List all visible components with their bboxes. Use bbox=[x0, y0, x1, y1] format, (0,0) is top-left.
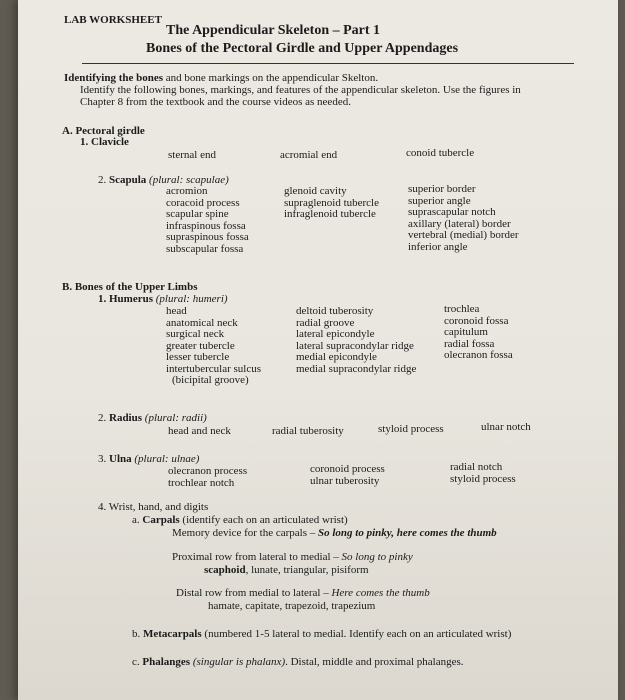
radius-item: head and neck bbox=[168, 425, 231, 437]
phalanges-singular: (singular is phalanx) bbox=[190, 656, 286, 668]
phalanges-note: . Distal, middle and proximal phalanges. bbox=[285, 656, 464, 668]
clavicle-item: sternal end bbox=[168, 149, 216, 161]
list-item: head bbox=[166, 305, 187, 317]
list-item: styloid process bbox=[450, 472, 516, 485]
list-item: surgical neck bbox=[166, 328, 225, 340]
proximal-row-line bbox=[172, 551, 413, 563]
page-subtitle: Bones of the Pectoral Girdle and Upper Appendages bbox=[146, 41, 459, 56]
carpals-line bbox=[132, 514, 348, 526]
list-item: olecranon fossa bbox=[444, 349, 513, 361]
memory-phrase: So long to pinky, here comes the thumb bbox=[318, 527, 497, 539]
memory-label: Memory device for the carpals – bbox=[172, 527, 318, 539]
list-item: lateral supracondylar ridge bbox=[296, 339, 414, 352]
list-item: trochlea bbox=[444, 303, 480, 315]
worksheet-label: LAB WORKSHEET bbox=[64, 14, 162, 26]
intro-line-3: Chapter 8 from the textbook and the course videos as needed. bbox=[80, 96, 351, 108]
list-item: anatomical neck bbox=[166, 316, 238, 329]
humerus-plural: (plural: humeri) bbox=[153, 293, 228, 305]
list-item: inferior angle bbox=[408, 240, 468, 253]
list-item: vertebral (medial) border bbox=[408, 229, 519, 241]
list-item: lesser tubercle bbox=[166, 351, 230, 363]
list-item: radial notch bbox=[450, 461, 503, 473]
list-item: coronoid fossa bbox=[444, 314, 509, 327]
radius-item: styloid process bbox=[378, 423, 444, 435]
ulna-col-2 bbox=[310, 464, 385, 487]
list-item: (bicipital groove) bbox=[172, 374, 249, 386]
ulna-num: 3. bbox=[98, 453, 109, 465]
list-item: supraglenoid tubercle bbox=[284, 196, 379, 209]
list-item: axillary (lateral) border bbox=[408, 217, 511, 230]
radius-name: Radius bbox=[109, 412, 143, 424]
scapula-col-1 bbox=[166, 186, 249, 255]
ulna-plural: (plural: ulnae) bbox=[131, 453, 200, 465]
list-item: infraspinous fossa bbox=[166, 219, 246, 232]
metacarpals-letter: b. bbox=[132, 628, 143, 640]
intro-lead-rest: and bone markings on the appendicular Skelton. bbox=[163, 72, 379, 84]
humerus-num: 1. bbox=[98, 293, 109, 305]
metacarpals-line bbox=[132, 628, 511, 640]
list-item: coracoid process bbox=[166, 196, 240, 209]
carpals-letter: a. bbox=[132, 514, 143, 526]
scapula-heading bbox=[98, 174, 229, 186]
list-item: medial epicondyle bbox=[296, 351, 377, 363]
list-item: radial groove bbox=[296, 316, 355, 329]
proximal-other-bones: , lunate, triangular, pisiform bbox=[245, 564, 369, 576]
metacarpals-note: (numbered 1-5 lateral to medial. Identify each on an articulated wrist) bbox=[201, 628, 512, 640]
carpals-name: Carpals bbox=[142, 514, 180, 526]
scapula-col-3 bbox=[408, 184, 519, 253]
list-item: supraspinous fossa bbox=[166, 231, 249, 243]
list-item: suprascapular notch bbox=[408, 206, 496, 218]
list-item: ulnar tuberosity bbox=[310, 474, 380, 487]
list-item: scapular spine bbox=[166, 208, 229, 220]
distal-row-bones: hamate, capitate, trapezoid, trapezium bbox=[208, 600, 376, 612]
distal-row-line bbox=[176, 587, 430, 599]
phalanges-letter: c. bbox=[132, 656, 143, 668]
list-item: lateral epicondyle bbox=[296, 328, 375, 340]
list-item: subscapular fossa bbox=[166, 242, 244, 255]
clavicle-item: conoid tubercle bbox=[406, 147, 475, 159]
intro-line-2: Identify the following bones, markings, and features of the appendicular skeleton. Use the figures in bbox=[80, 84, 521, 96]
proximal-phrase: So long to pinky bbox=[341, 551, 413, 563]
list-item: medial supracondylar ridge bbox=[296, 362, 417, 375]
worksheet-page bbox=[18, 0, 618, 700]
list-item: coronoid process bbox=[310, 463, 385, 475]
humerus-name: Humerus bbox=[109, 293, 153, 305]
scapula-name: Scapula bbox=[109, 174, 147, 186]
title-divider bbox=[82, 63, 574, 64]
ulna-name: Ulna bbox=[109, 453, 132, 465]
list-item: intertubercular sulcus bbox=[166, 362, 261, 375]
scapula-plural: (plural: scapulae) bbox=[146, 174, 229, 186]
humerus-col-3 bbox=[444, 304, 513, 362]
page-title: The Appendicular Skeleton – Part 1 bbox=[166, 23, 381, 38]
list-item: superior angle bbox=[408, 194, 471, 207]
radius-heading bbox=[98, 412, 207, 424]
clavicle-item: acromial end bbox=[280, 149, 338, 161]
carpals-note: (identify each on an articulated wrist) bbox=[179, 514, 348, 526]
proximal-row-bones bbox=[204, 564, 369, 576]
wrist-heading: 4. Wrist, hand, and digits bbox=[98, 501, 209, 513]
list-item: acromion bbox=[166, 185, 208, 197]
humerus-col-2 bbox=[296, 306, 416, 375]
scapula-num: 2. bbox=[98, 174, 109, 186]
scapula-col-2 bbox=[284, 186, 379, 221]
section-b-heading: B. Bones of the Upper Limbs bbox=[62, 281, 198, 293]
section-a-heading: A. Pectoral girdle bbox=[62, 125, 145, 137]
metacarpals-name: Metacarpals bbox=[143, 628, 202, 640]
intro-line-1 bbox=[64, 72, 378, 84]
list-item: olecranon process bbox=[168, 465, 248, 477]
radius-num: 2. bbox=[98, 412, 109, 424]
distal-phrase: Here comes the thumb bbox=[331, 587, 430, 599]
list-item: capitulum bbox=[444, 326, 488, 338]
list-item: glenoid cavity bbox=[284, 185, 347, 197]
clavicle-heading: 1. Clavicle bbox=[80, 136, 129, 148]
list-item: radial fossa bbox=[444, 337, 495, 350]
radius-plural: (plural: radii) bbox=[142, 412, 207, 424]
humerus-heading bbox=[98, 293, 228, 305]
ulna-col-1 bbox=[168, 466, 247, 489]
radius-item: radial tuberosity bbox=[272, 425, 344, 437]
phalanges-name: Phalanges bbox=[142, 656, 191, 668]
radius-item: ulnar notch bbox=[481, 421, 531, 433]
humerus-col-1 bbox=[166, 306, 261, 387]
ulna-heading bbox=[98, 453, 199, 465]
list-item: infraglenoid tubercle bbox=[284, 208, 376, 220]
memory-device-line bbox=[172, 527, 497, 539]
list-item: superior border bbox=[408, 183, 476, 195]
list-item: deltoid tuberosity bbox=[296, 305, 374, 317]
proximal-label: Proximal row from lateral to medial – bbox=[172, 551, 342, 563]
distal-label: Distal row from medial to lateral – bbox=[176, 587, 332, 599]
list-item: greater tubercle bbox=[166, 339, 235, 352]
phalanges-line bbox=[132, 656, 464, 668]
ulna-col-3 bbox=[450, 462, 516, 485]
list-item: trochlear notch bbox=[168, 476, 235, 489]
intro-lead: Identifying the bones bbox=[64, 72, 164, 84]
proximal-first-bone: scaphoid bbox=[204, 564, 246, 576]
